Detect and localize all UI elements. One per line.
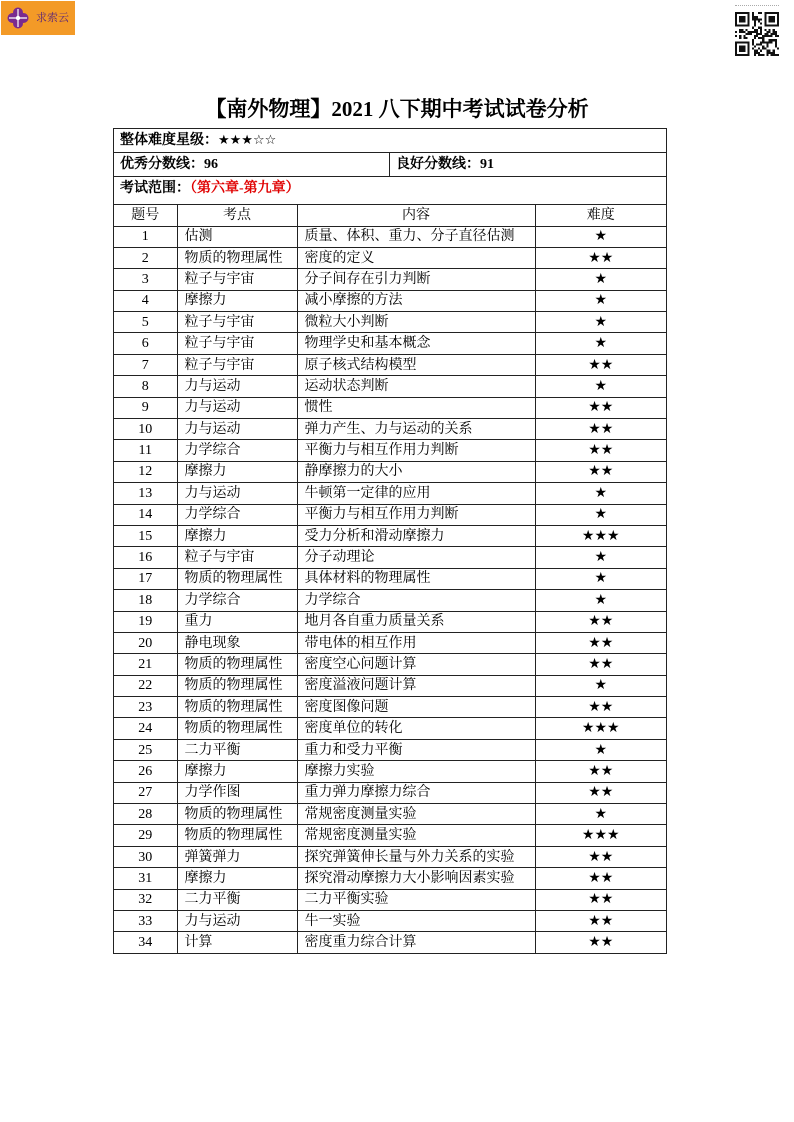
difficulty-cell: ★ [535, 590, 666, 611]
table-row [114, 226, 666, 247]
excellent-score-label: 优秀分数线： [120, 157, 204, 172]
topic-cell: 粒子与宇宙 [177, 312, 297, 333]
table-row [114, 440, 666, 461]
qr-code [735, 12, 779, 56]
good-score-value: 91 [480, 157, 494, 172]
topic-cell: 计算 [177, 932, 297, 953]
header-topic: 考点 [177, 205, 297, 226]
table-header-row [114, 205, 666, 226]
difficulty-cell: ★ [535, 675, 666, 696]
difficulty-cell: ★★ [535, 354, 666, 375]
question-number-cell: 25 [114, 739, 177, 760]
difficulty-cell: ★ [535, 504, 666, 525]
table-row [114, 269, 666, 290]
table-row [114, 376, 666, 397]
flower-icon [6, 6, 30, 30]
difficulty-cell: ★★★ [535, 525, 666, 546]
question-number-cell: 5 [114, 312, 177, 333]
difficulty-cell: ★ [535, 226, 666, 247]
overall-difficulty-label: 整体难度星级： [120, 133, 218, 148]
difficulty-cell: ★★ [535, 397, 666, 418]
topic-cell: 粒子与宇宙 [177, 547, 297, 568]
content-cell: 具体材料的物理属性 [297, 568, 535, 589]
content-cell: 重力弹力摩擦力综合 [297, 782, 535, 803]
table-row [114, 697, 666, 718]
content-cell: 惯性 [297, 397, 535, 418]
topic-cell: 力与运动 [177, 483, 297, 504]
content-cell: 物理学史和基本概念 [297, 333, 535, 354]
topic-cell: 物质的物理属性 [177, 568, 297, 589]
content-cell: 运动状态判断 [297, 376, 535, 397]
question-number-cell: 30 [114, 846, 177, 867]
content-cell: 减小摩擦的方法 [297, 290, 535, 311]
difficulty-cell: ★★ [535, 419, 666, 440]
good-score-label: 良好分数线： [396, 157, 480, 172]
topic-cell: 力学综合 [177, 440, 297, 461]
topic-cell: 力与运动 [177, 397, 297, 418]
table-row [114, 911, 666, 932]
content-cell: 密度空心问题计算 [297, 654, 535, 675]
table-row [114, 761, 666, 782]
topic-cell: 二力平衡 [177, 739, 297, 760]
table-row [114, 312, 666, 333]
question-number-cell: 24 [114, 718, 177, 739]
question-number-cell: 20 [114, 632, 177, 653]
question-number-cell: 26 [114, 761, 177, 782]
analysis-sheet [113, 128, 667, 954]
qr-caption-decoration [735, 5, 779, 7]
question-number-cell: 18 [114, 590, 177, 611]
question-number-cell: 13 [114, 483, 177, 504]
table-row [114, 868, 666, 889]
topic-cell: 物质的物理属性 [177, 697, 297, 718]
exam-scope-value: （第六章-第九章） [190, 181, 300, 196]
difficulty-cell: ★★ [535, 889, 666, 910]
header-question-number: 题号 [114, 205, 177, 226]
question-number-cell: 28 [114, 804, 177, 825]
content-cell: 常规密度测量实验 [297, 825, 535, 846]
question-table [114, 205, 666, 953]
difficulty-cell: ★ [535, 547, 666, 568]
table-row [114, 461, 666, 482]
topic-cell: 粒子与宇宙 [177, 269, 297, 290]
difficulty-cell: ★★ [535, 868, 666, 889]
table-row [114, 547, 666, 568]
question-number-cell: 31 [114, 868, 177, 889]
difficulty-cell: ★★ [535, 461, 666, 482]
question-number-cell: 9 [114, 397, 177, 418]
difficulty-cell: ★ [535, 312, 666, 333]
question-number-cell: 33 [114, 911, 177, 932]
difficulty-cell: ★★ [535, 846, 666, 867]
content-cell: 带电体的相互作用 [297, 632, 535, 653]
page-title: 【南外物理】2021 八下期中考试试卷分析 [205, 97, 589, 121]
header-difficulty: 难度 [535, 205, 666, 226]
content-cell: 分子间存在引力判断 [297, 269, 535, 290]
topic-cell: 力学作图 [177, 782, 297, 803]
difficulty-cell: ★ [535, 568, 666, 589]
topic-cell: 物质的物理属性 [177, 718, 297, 739]
overall-difficulty-stars: ★★★☆☆ [218, 133, 277, 148]
topic-cell: 力与运动 [177, 376, 297, 397]
question-number-cell: 15 [114, 525, 177, 546]
content-cell: 牛顿第一定律的应用 [297, 483, 535, 504]
overall-difficulty-row [114, 129, 666, 153]
topic-cell: 物质的物理属性 [177, 675, 297, 696]
table-row [114, 397, 666, 418]
difficulty-cell: ★★ [535, 632, 666, 653]
difficulty-cell: ★★ [535, 440, 666, 461]
good-score-cell [390, 153, 494, 176]
question-number-cell: 1 [114, 226, 177, 247]
content-cell: 分子动理论 [297, 547, 535, 568]
question-number-cell: 10 [114, 419, 177, 440]
content-cell: 原子核式结构模型 [297, 354, 535, 375]
difficulty-cell: ★★ [588, 934, 614, 951]
table-row [114, 504, 666, 525]
question-number-cell: 19 [114, 611, 177, 632]
topic-cell: 弹簧弹力 [177, 846, 297, 867]
question-number-cell: 22 [114, 675, 177, 696]
content-cell: 密度重力综合计算 [297, 932, 535, 953]
topic-cell: 摩擦力 [177, 290, 297, 311]
question-number-cell: 29 [114, 825, 177, 846]
difficulty-cell: ★★ [535, 611, 666, 632]
table-row [114, 889, 666, 910]
content-cell: 平衡力与相互作用力判断 [297, 440, 535, 461]
content-cell: 探究弹簧伸长量与外力关系的实验 [297, 846, 535, 867]
table-row [114, 611, 666, 632]
content-cell: 密度的定义 [297, 247, 535, 268]
content-cell: 重力和受力平衡 [297, 739, 535, 760]
content-cell: 静摩擦力的大小 [297, 461, 535, 482]
table-row [114, 290, 666, 311]
content-cell: 密度图像问题 [297, 697, 535, 718]
question-number-cell: 6 [114, 333, 177, 354]
topic-cell: 力学综合 [177, 504, 297, 525]
table-row [114, 525, 666, 546]
difficulty-cell: ★★ [535, 782, 666, 803]
table-row [114, 632, 666, 653]
topic-cell: 粒子与宇宙 [177, 333, 297, 354]
table-row [114, 739, 666, 760]
difficulty-cell: ★ [535, 804, 666, 825]
question-number-cell: 3 [114, 269, 177, 290]
content-cell: 弹力产生、力与运动的关系 [297, 419, 535, 440]
difficulty-cell: ★★ [535, 654, 666, 675]
question-number-cell: 27 [114, 782, 177, 803]
content-cell: 密度单位的转化 [297, 718, 535, 739]
difficulty-cell: ★★ [535, 697, 666, 718]
table-row [114, 568, 666, 589]
topic-cell: 粒子与宇宙 [177, 354, 297, 375]
table-row [114, 932, 666, 953]
topic-cell: 摩擦力 [177, 761, 297, 782]
question-number-cell: 23 [114, 697, 177, 718]
question-number-cell: 16 [114, 547, 177, 568]
exam-scope-row [114, 177, 666, 205]
table-row [114, 483, 666, 504]
question-number-cell: 21 [114, 654, 177, 675]
topic-cell: 物质的物理属性 [177, 654, 297, 675]
content-cell: 地月各自重力质量关系 [297, 611, 535, 632]
table-row [114, 419, 666, 440]
table-row [114, 333, 666, 354]
table-row [114, 675, 666, 696]
question-number-cell: 2 [114, 247, 177, 268]
topic-cell: 物质的物理属性 [177, 804, 297, 825]
table-row [114, 247, 666, 268]
table-row [114, 354, 666, 375]
table-row [114, 846, 666, 867]
topic-cell: 力与运动 [177, 911, 297, 932]
content-cell: 密度溢液问题计算 [297, 675, 535, 696]
question-number-cell: 7 [114, 354, 177, 375]
topic-cell: 摩擦力 [177, 461, 297, 482]
topic-cell: 二力平衡 [177, 889, 297, 910]
question-number-cell: 17 [114, 568, 177, 589]
question-number-cell: 12 [114, 461, 177, 482]
table-row [114, 718, 666, 739]
content-cell: 平衡力与相互作用力判断 [297, 504, 535, 525]
excellent-score-value: 96 [204, 157, 218, 172]
content-cell: 常规密度测量实验 [297, 804, 535, 825]
content-cell: 牛一实验 [297, 911, 535, 932]
table-row [114, 782, 666, 803]
table-row [114, 804, 666, 825]
exam-scope-label: 考试范围： [120, 181, 190, 196]
question-number-cell: 8 [114, 376, 177, 397]
difficulty-cell: ★ [535, 269, 666, 290]
excellent-score-cell [114, 153, 390, 176]
table-row [114, 590, 666, 611]
topic-cell: 力学综合 [177, 590, 297, 611]
difficulty-cell: ★★★ [535, 718, 666, 739]
difficulty-cell: ★★ [535, 247, 666, 268]
table-row [114, 825, 666, 846]
topic-cell: 物质的物理属性 [177, 825, 297, 846]
question-number-cell: 14 [114, 504, 177, 525]
brand-logo [1, 1, 75, 35]
header-content: 内容 [297, 205, 535, 226]
difficulty-cell: ★ [535, 483, 666, 504]
question-number-cell: 34 [114, 932, 177, 953]
content-cell: 受力分析和滑动摩擦力 [297, 525, 535, 546]
question-number-cell: 32 [114, 889, 177, 910]
logo-text: 求索云 [36, 11, 69, 24]
topic-cell: 静电现象 [177, 632, 297, 653]
table-body [114, 226, 666, 953]
topic-cell: 摩擦力 [177, 868, 297, 889]
score-lines-row [114, 153, 666, 177]
content-cell: 力学综合 [297, 590, 535, 611]
content-cell: 微粒大小判断 [297, 312, 535, 333]
content-cell: 探究滑动摩擦力大小影响因素实验 [297, 868, 535, 889]
topic-cell: 重力 [177, 611, 297, 632]
topic-cell: 力与运动 [177, 419, 297, 440]
topic-cell: 物质的物理属性 [177, 247, 297, 268]
topic-cell: 摩擦力 [177, 525, 297, 546]
content-cell: 质量、体积、重力、分子直径估测 [297, 226, 535, 247]
question-number-cell: 11 [114, 440, 177, 461]
question-number-cell: 4 [114, 290, 177, 311]
topic-cell: 估测 [177, 226, 297, 247]
difficulty-cell: ★ [535, 333, 666, 354]
difficulty-cell: ★ [535, 376, 666, 397]
content-cell: 二力平衡实验 [297, 889, 535, 910]
difficulty-cell: ★★★ [535, 825, 666, 846]
difficulty-cell: ★★ [535, 911, 666, 932]
difficulty-cell: ★ [535, 290, 666, 311]
difficulty-cell: ★★ [535, 761, 666, 782]
content-cell: 摩擦力实验 [297, 761, 535, 782]
difficulty-cell: ★ [535, 739, 666, 760]
table-row [114, 654, 666, 675]
